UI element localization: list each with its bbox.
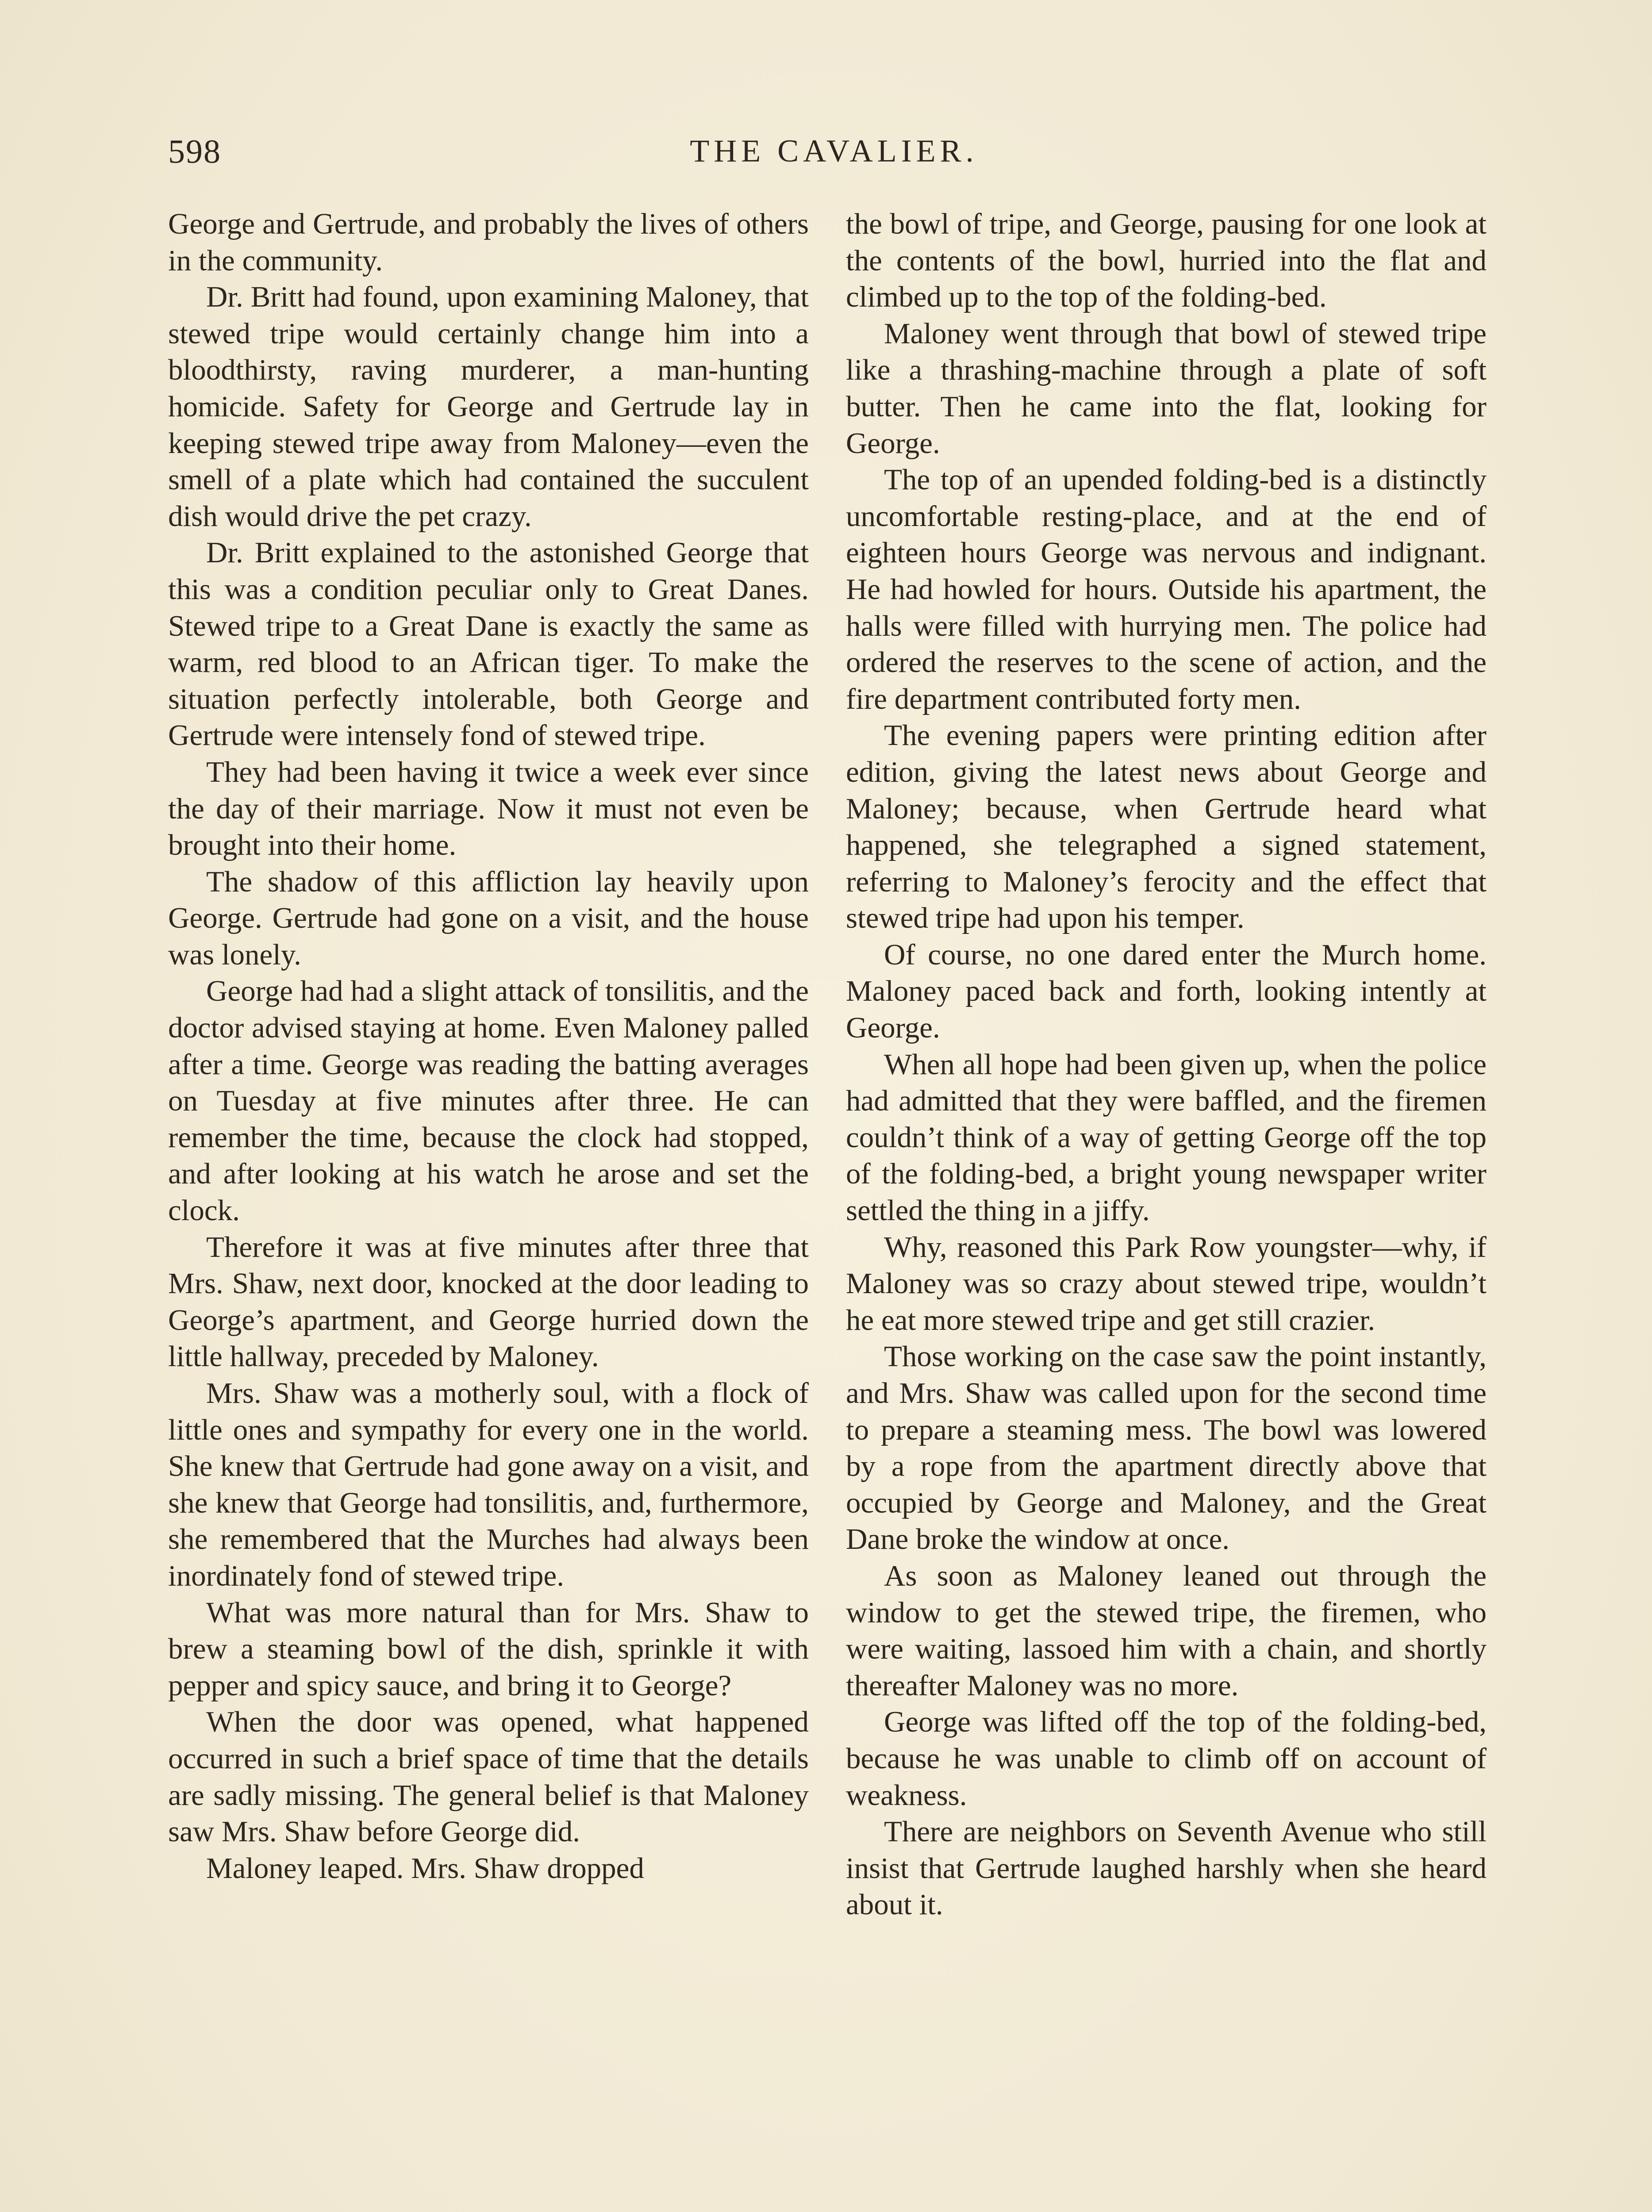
paragraph: Maloney leaped. Mrs. Shaw dropped (206, 1851, 644, 1885)
paragraph: Dr. Britt explained to the astonished George that this was a condition peculiar only to Great Danes. Stewed tripe to a Great Dane is exactly the same as warm, red blood to an African tiger. To make the situation perfectly intolerable, both George and Gertrude were intensely fond of stewed tripe. (168, 536, 809, 752)
paragraph: The evening papers were printing edition after edition, giving the latest news about George and Maloney; because, when Gertrude heard what happened, she telegraphed a signed statement, referring to Maloney’s ferocity and the effect that stewed tripe had upon his temper. (846, 719, 1487, 935)
running-title: THE CAVALIER. (690, 133, 978, 169)
paragraph: George had had a slight attack of tonsilitis, and the doctor advised staying at home. Even Maloney palled after a time. George was reading the batting averages on Tuesday at five minutes after three. He can remember the time, because the clock had stopped, and after looking at his watch he arose and set the clock. (168, 975, 809, 1227)
paragraph: Of course, no one dared enter the Murch home. Maloney paced back and forth, looking intently at George. (846, 938, 1487, 1045)
paragraph: They had been having it twice a week ever since the day of their marriage. Now it must not even be brought into their home. (168, 755, 809, 862)
paragraph: There are neighbors on Seventh Avenue who still insist that Gertrude laughed harshly when she heard about it. (846, 1815, 1487, 1921)
page-header (168, 133, 1500, 181)
paragraph: Dr. Britt had found, upon examining Maloney, that stewed tripe would certainly change him into a bloodthirsty, raving murderer, a man-hunting homicide. Safety for George and Gertrude lay in keeping stewed tripe away from Maloney—even the smell of a plate which had contained the succulent dish would drive the pet crazy. (168, 280, 809, 533)
paragraph: George was lifted off the top of the folding-bed, because he was unable to climb off on account of weakness. (846, 1705, 1487, 1812)
paragraph: the bowl of tripe, and George, pausing for one look at the contents of the bowl, hurried into the flat and climbed up to the top of the folding-bed. (846, 207, 1487, 314)
article-body (168, 206, 1500, 2212)
paragraph: As soon as Maloney leaned out through the window to get the stewed tripe, the firemen, who were waiting, lassoed him with a chain, and shortly thereafter Maloney was no more. (846, 1559, 1487, 1702)
paragraph: Mrs. Shaw was a motherly soul, with a flock of little ones and sympathy for every one in the world. She knew that Gertrude had gone away on a visit, and she knew that George had tonsilitis, and, furthermore, she remembered that the Murches had always been inordinately fond of stewed tripe. (168, 1377, 809, 1592)
left-column (168, 206, 809, 1886)
paragraph: Therefore it was at five minutes after three that Mrs. Shaw, next door, knocked at the door leading to George’s apartment, and George hurried down the little hallway, preceded by Maloney. (168, 1230, 809, 1373)
paragraph: When all hope had been given up, when the police had admitted that they were baffled, and the firemen couldn’t think of a way of getting George off the top of the folding-bed, a bright young newspaper writer settled the thing in a jiffy. (846, 1048, 1487, 1227)
paragraph: When the door was opened, what happened occurred in such a brief space of time that the details are sadly missing. The general belief is that Maloney saw Mrs. Shaw before George did. (168, 1705, 809, 1848)
paragraph: The shadow of this affliction lay heavily upon George. Gertrude had gone on a visit, and the house was lonely. (168, 865, 809, 971)
paragraph: The top of an upended folding-bed is a distinctly uncomfortable resting-place, and at the end of eighteen hours George was nervous and indignant. He had howled for hours. Outside his apartment, the halls were filled with hurrying men. The police had ordered the reserves to the scene of action, and the fire department contributed forty men. (846, 463, 1487, 715)
page-number: 598 (168, 133, 221, 170)
paragraph: Those working on the case saw the point instantly, and Mrs. Shaw was called upon for the second time to prepare a steaming mess. The bowl was lowered by a rope from the apartment directly above that occupied by George and Maloney, and the Great Dane broke the window at once. (846, 1340, 1487, 1556)
paragraph: What was more natural than for Mrs. Shaw to brew a steaming bowl of the dish, sprinkle it with pepper and spicy sauce, and bring it to George? (168, 1596, 809, 1702)
paragraph: Maloney went through that bowl of stewed tripe like a thrashing-machine through a plate of soft butter. Then he came into the flat, looking for George. (846, 317, 1487, 460)
right-column (846, 206, 1487, 1923)
paragraph: Why, reasoned this Park Row youngster—why, if Maloney was so crazy about stewed tripe, wouldn’t he eat more stewed tripe and get still crazier. (846, 1230, 1487, 1336)
paragraph: George and Gertrude, and probably the lives of others in the community. (168, 207, 809, 277)
